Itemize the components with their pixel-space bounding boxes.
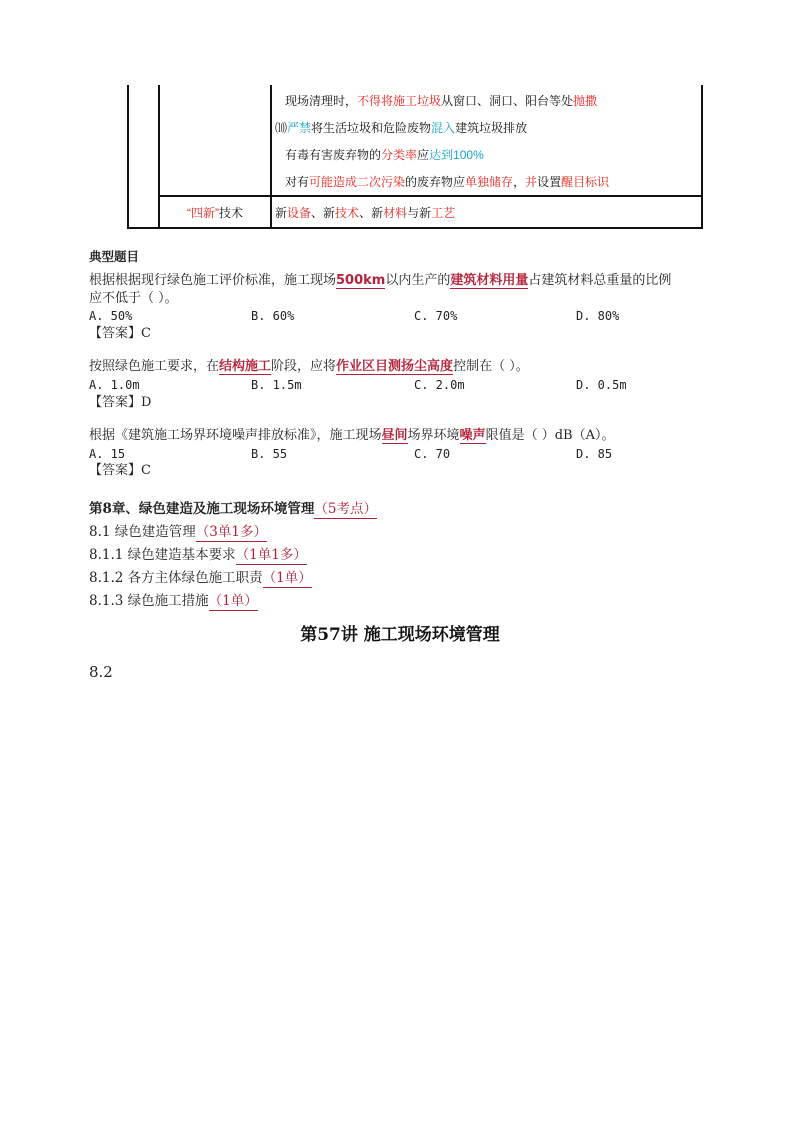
text-segment: 建筑垃圾排放 [455,121,528,135]
question-2-line-1 [89,358,529,375]
question-1-option-c: C. 70% [414,309,458,323]
four-new-content [275,205,455,221]
question-3-answer: 【答案】C [89,463,151,478]
text-segment: 与新 [407,206,432,220]
question-3-option-b: B. 55 [251,447,288,461]
text-segment: 占建筑材料总重量的比例 [528,273,672,288]
text-segment: 对有 [285,175,310,189]
question-1-option-b: B. 60% [251,309,295,323]
text-segment: ⑽ [275,121,288,135]
four-new-label [187,205,243,221]
question-2-option-c: C. 2.0m [414,378,465,392]
colored-text: 设备 [287,206,312,220]
text-segment: 的废弃物应 [405,175,466,189]
question-1-option-a: A. 50% [89,309,133,323]
text-segment: 现场清理时， [285,94,358,108]
text-segment: 新 [275,206,288,220]
colored-text: 严禁 [287,121,312,135]
question-3-option-d: D. 85 [576,447,613,461]
colored-text: 可能造成二次污染 [309,175,406,189]
section-heading: 典型题目 [89,249,140,264]
text-segment: 阶段，应将 [271,359,337,374]
highlighted-term: 昼间 [381,428,408,443]
highlighted-term: 结构施工 [219,359,272,374]
chapter-title-text: 第8章、绿色建造及施工现场环境管理 [89,501,315,517]
question-2-option-b: B. 1.5m [251,378,302,392]
colored-text: “四新” [187,206,219,220]
colored-text: 抛撒 [573,94,598,108]
outline-item [89,520,267,540]
text-segment: 根据根据现行绿色施工评价标准，施工现场 [89,273,337,288]
colored-text: 工艺 [431,206,456,220]
table-row [285,147,484,163]
text-segment: 从窗口、洞口、阳台等处 [441,94,574,108]
colored-text: 分类率 [381,148,418,162]
colored-text: 技术 [335,206,360,220]
text-segment: 按照绿色施工要求，在 [89,359,220,374]
colored-text: 并 [525,175,538,189]
colored-text: 单独储存 [465,175,514,189]
colored-text: 醒目标识 [561,175,610,189]
text-segment: 根据《建筑施工场界环境噪声排放标准》，施工现场 [89,428,382,443]
question-3-line-1 [89,427,614,444]
question-1-line-2: 应不低于（ ）。 [89,291,178,306]
text-segment: 有毒有害废弃物的 [285,148,382,162]
table-border-col2 [270,85,272,229]
next-section-number: 8.2 [89,663,113,681]
question-1-option-d: D. 80% [576,309,620,323]
outline-item-text: 8.1.3 绿色施工措施 [89,593,209,609]
text-segment: 应 [417,148,430,162]
outline-item-tag: （1单） [208,593,258,609]
table-row [275,120,527,136]
highlighted-term: 作业区目测扬尘高度 [336,359,454,374]
question-1-answer: 【答案】C [89,326,151,341]
question-2-option-d: D. 0.5m [576,378,627,392]
outline-item-text: 8.1 绿色建造管理 [89,524,196,540]
measures-table [127,85,703,229]
outline-item [89,543,307,563]
colored-text: 不得将施工垃圾 [357,94,442,108]
text-segment: 以内生产的 [385,273,451,288]
text-segment: 、新 [359,206,384,220]
text-segment: 设置 [537,175,562,189]
highlighted-term: 500km [336,273,386,288]
table-border-col1 [158,85,160,229]
highlighted-term: 建筑材料用量 [450,273,529,288]
lecture-title: 第57讲 施工现场环境管理 [300,625,500,645]
outline-item-tag: （3单1多） [195,524,267,540]
colored-text: 达到 [429,148,454,162]
text-segment: 限值是（ ）dB（A）。 [485,428,615,443]
outline-item [89,589,258,609]
text-segment: 控制在（ ）。 [453,359,529,374]
chapter-title [89,497,377,517]
outline-item [89,566,312,586]
colored-text: 材料 [383,206,408,220]
table-border-left [127,85,129,229]
question-2-option-a: A. 1.0m [89,378,140,392]
text-segment: 将生活垃圾和危险废物 [311,121,432,135]
text-segment: 场界环境 [407,428,460,443]
question-3-option-c: C. 70 [414,447,451,461]
table-border-right [701,85,703,229]
text-segment: ， [513,175,526,189]
question-1-line-1 [89,272,671,289]
outline-item-text: 8.1.1 绿色建造基本要求 [89,547,236,563]
outline-item-tag: （1单1多） [235,547,307,563]
outline-item-tag: （1单） [262,570,312,586]
table-row-divider [158,195,703,197]
table-border-bottom [127,227,703,229]
table-row [285,93,597,109]
colored-text: 100% [453,148,484,162]
outline-item-text: 8.1.2 各方主体绿色施工职责 [89,570,263,586]
text-segment: 技术 [219,206,244,220]
highlighted-term: 噪声 [459,428,486,443]
text-segment: 、新 [311,206,336,220]
table-row [285,174,609,190]
colored-text: 混入 [431,121,456,135]
question-3-option-a: A. 15 [89,447,126,461]
chapter-title-tag: （5考点） [314,501,377,517]
question-2-answer: 【答案】D [89,395,152,410]
